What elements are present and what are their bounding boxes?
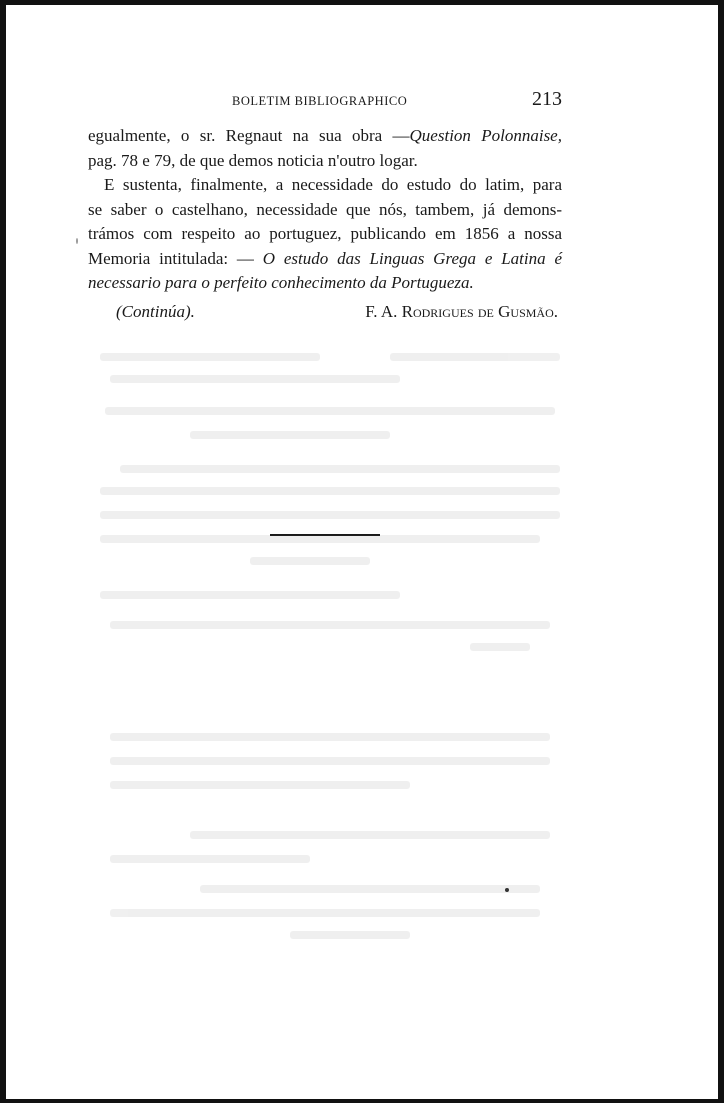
text-line-italic: necessario para o perfeito conhecimento da Portugueza.: [88, 273, 474, 292]
ink-speck: [505, 888, 509, 892]
text-segment: egualmente, o sr. Regnaut na sua obra —: [88, 126, 410, 145]
ink-speck: [76, 238, 78, 244]
text-line: pag. 78 e 79, de que demos noticia n'outro logar.: [88, 150, 418, 170]
running-head: [92, 88, 568, 118]
text-line: [88, 124, 562, 149]
show-through-bleed: [90, 345, 570, 945]
signature-line: [88, 300, 562, 325]
memoir-title-italic: O estudo das Linguas Grega e Latina é: [262, 248, 562, 268]
text-segment: Memoria intitulada: —: [88, 248, 254, 268]
page-number: 213: [532, 88, 562, 110]
text-line: E sustenta, finalmente, a necessidade do estudo do latim, para: [104, 175, 562, 194]
author-signature: F. A. Rodrigues de Gusmão.: [365, 301, 558, 321]
text-line: [88, 247, 562, 272]
scan-border-left: [0, 0, 6, 1103]
continued-note: (Continúa).: [116, 301, 195, 321]
scan-border-right: [718, 0, 724, 1103]
running-title: BOLETIM BIBLIOGRAPHICO: [232, 94, 408, 108]
text-line: se saber o castelhano, necessidade que nós, tambem, já demons-: [88, 199, 562, 219]
text-line: trámos com respeito ao portuguez, publicando em 1856 a nossa: [88, 224, 562, 243]
scan-border-bottom: [0, 1099, 724, 1103]
scan-border-top: [0, 0, 724, 5]
book-title-italic: Question Polonnaise,: [409, 126, 562, 145]
body-text: [88, 124, 562, 324]
